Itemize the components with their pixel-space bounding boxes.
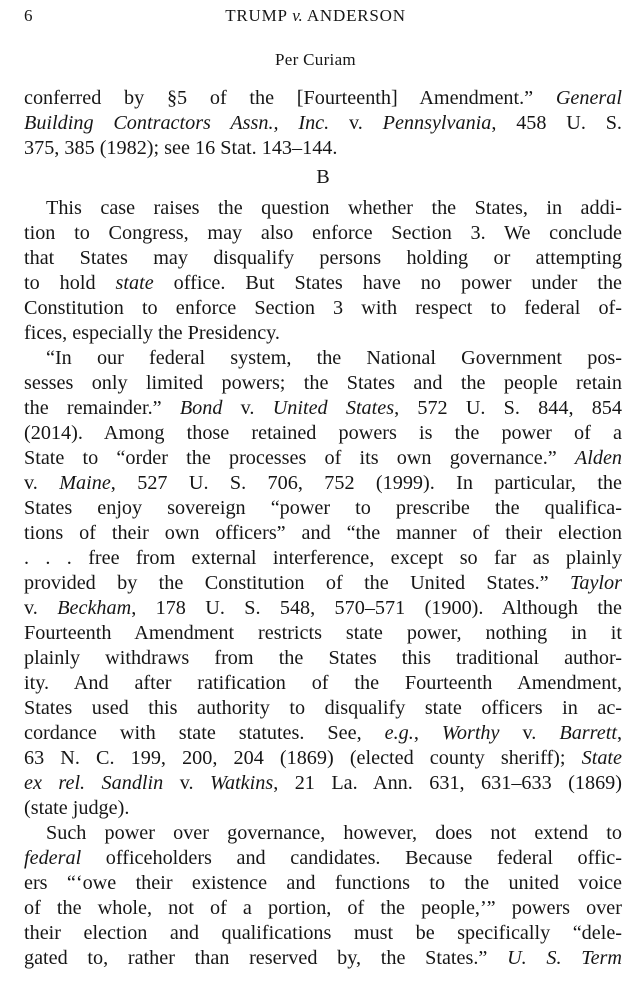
text-run: States enjoy sovereign “power to prescribe the qualifica- (24, 497, 622, 519)
text-run: tion to Congress, may also enforce Section 3. We conclude (24, 222, 622, 244)
text-run: fices, especially the Presidency. (24, 322, 280, 344)
text-line (24, 196, 622, 221)
text-line (24, 496, 622, 521)
text-run: ers “‘owe their existence and functions to the united voice (24, 872, 622, 894)
text-run: sesses only limited powers; the States and the people retain (24, 372, 622, 394)
text-line (24, 546, 622, 571)
text-run: v. (24, 597, 58, 619)
text-run: v. (499, 722, 560, 744)
text-line (24, 596, 622, 621)
italic-text: State (581, 747, 622, 769)
italic-text: Pennsylvania (382, 112, 492, 134)
running-head-v: v. (292, 6, 303, 25)
text-run: tions of their own officers” and “the manner of their election (24, 522, 622, 544)
text-run: v. (222, 397, 273, 419)
paragraph-4 (24, 821, 622, 971)
text-run: . . . free from external interference, except so far as plainly (24, 547, 622, 569)
italic-text: U. S. Term (507, 947, 622, 969)
italic-text: ex rel. Sandlin (24, 772, 164, 794)
text-run: to hold (24, 272, 116, 294)
text-line (24, 821, 622, 846)
text-line (24, 296, 622, 321)
text-run: States used this authority to disqualify state officers in ac- (24, 697, 622, 719)
page-number: 6 (24, 6, 33, 25)
text-line (24, 771, 622, 796)
text-run: plainly withdraws from the States this traditional author- (24, 647, 622, 669)
italic-text: Building Contractors Assn., Inc. (24, 112, 330, 134)
running-head-post: ANDERSON (302, 6, 406, 25)
text-line (24, 521, 622, 546)
text-line (24, 271, 622, 296)
text-run: v. (163, 772, 210, 794)
text-line (24, 896, 622, 921)
text-line (24, 371, 622, 396)
running-head-pre: TRUMP (225, 6, 293, 25)
italic-text: Bond (179, 397, 223, 419)
text-line (24, 621, 622, 646)
italic-text: e.g. (384, 722, 414, 744)
text-line (24, 671, 622, 696)
section-heading: B (316, 166, 330, 188)
text-run: v. (24, 472, 60, 494)
italic-text: Taylor (570, 572, 622, 594)
text-line (24, 421, 622, 446)
text-run: , 21 La. Ann. 631, 631–633 (1869) (273, 772, 622, 794)
text-run: 63 N. C. 199, 200, 204 (1869) (elected county sheriff); (24, 747, 582, 769)
text-line (24, 446, 622, 471)
italic-text: Alden (574, 447, 622, 469)
italic-text: Maine (59, 472, 111, 494)
running-head (0, 6, 631, 26)
text-run: State to “order the processes of its own governance.” (24, 447, 575, 469)
paragraph-2 (24, 196, 622, 346)
text-run: , 527 U. S. 706, 752 (1999). In particular, the (110, 472, 622, 494)
text-line (24, 221, 622, 246)
text-line (24, 111, 622, 136)
text-run: their election and qualifications must be specifically “dele- (24, 922, 622, 944)
text-run: (2014). Among those retained powers is the power of a (24, 422, 622, 444)
italic-text: Watkins (210, 772, 274, 794)
text-run: of the whole, not of a portion, of the people,’” powers over (24, 897, 622, 919)
text-run: ity. And after ratification of the Fourteenth Amendment, (24, 672, 622, 694)
text-run: provided by the Constitution of the United States.” (24, 572, 570, 594)
text-run: v. (329, 112, 383, 134)
text-line (24, 846, 622, 871)
text-run: office. But States have no power under the (153, 272, 622, 294)
paragraph-1 (24, 86, 622, 161)
text-line (24, 871, 622, 896)
text-run: 375, 385 (1982); see 16 Stat. 143–144. (24, 137, 338, 159)
text-run: cordance with state statutes. See, (24, 722, 385, 744)
text-line (24, 646, 622, 671)
italic-text: United States (272, 397, 395, 419)
paragraph-3 (24, 346, 622, 821)
text-run: gated to, rather than reserved by, the States.” (24, 947, 508, 969)
text-run: the remainder.” (24, 397, 180, 419)
italic-text: Beckham (57, 597, 132, 619)
italic-text: state (115, 272, 154, 294)
text-line (24, 721, 622, 746)
text-run: conferred by §5 of the [Fourteenth] Amendment.” (24, 87, 556, 109)
text-line (24, 346, 622, 371)
text-line (24, 471, 622, 496)
text-run: officeholders and candidates. Because federal offic- (81, 847, 622, 869)
text-run: , (413, 722, 442, 744)
text-line (24, 571, 622, 596)
italic-text: Barrett (559, 722, 617, 744)
text-line (24, 796, 622, 821)
text-run: (state judge). (24, 797, 130, 819)
text-line (24, 136, 622, 161)
text-line (24, 396, 622, 421)
text-line (24, 321, 622, 346)
text-line (24, 946, 622, 971)
text-run: “In our federal system, the National Government pos- (46, 347, 622, 369)
italic-text: Worthy (441, 722, 500, 744)
text-run: Fourteenth Amendment restricts state power, nothing in it (24, 622, 622, 644)
text-line (24, 921, 622, 946)
text-run: , 572 U. S. 844, 854 (394, 397, 622, 419)
text-run: Such power over governance, however, does not extend to (46, 822, 622, 844)
text-line (24, 746, 622, 771)
text-run: , (616, 722, 622, 744)
text-line (24, 696, 622, 721)
per-curiam-heading: Per Curiam (275, 50, 356, 69)
italic-text: General (555, 87, 622, 109)
text-run: This case raises the question whether the States, in addi- (46, 197, 622, 219)
text-run: , 458 U. S. (491, 112, 622, 134)
text-run: Constitution to enforce Section 3 with respect to federal of- (24, 297, 622, 319)
text-run: , 178 U. S. 548, 570–571 (1900). Although the (131, 597, 622, 619)
body-text (24, 86, 622, 971)
text-run: that States may disqualify persons holding or attempting (24, 247, 622, 269)
italic-text: federal (24, 847, 82, 869)
text-line (24, 86, 622, 111)
text-line (24, 246, 622, 271)
